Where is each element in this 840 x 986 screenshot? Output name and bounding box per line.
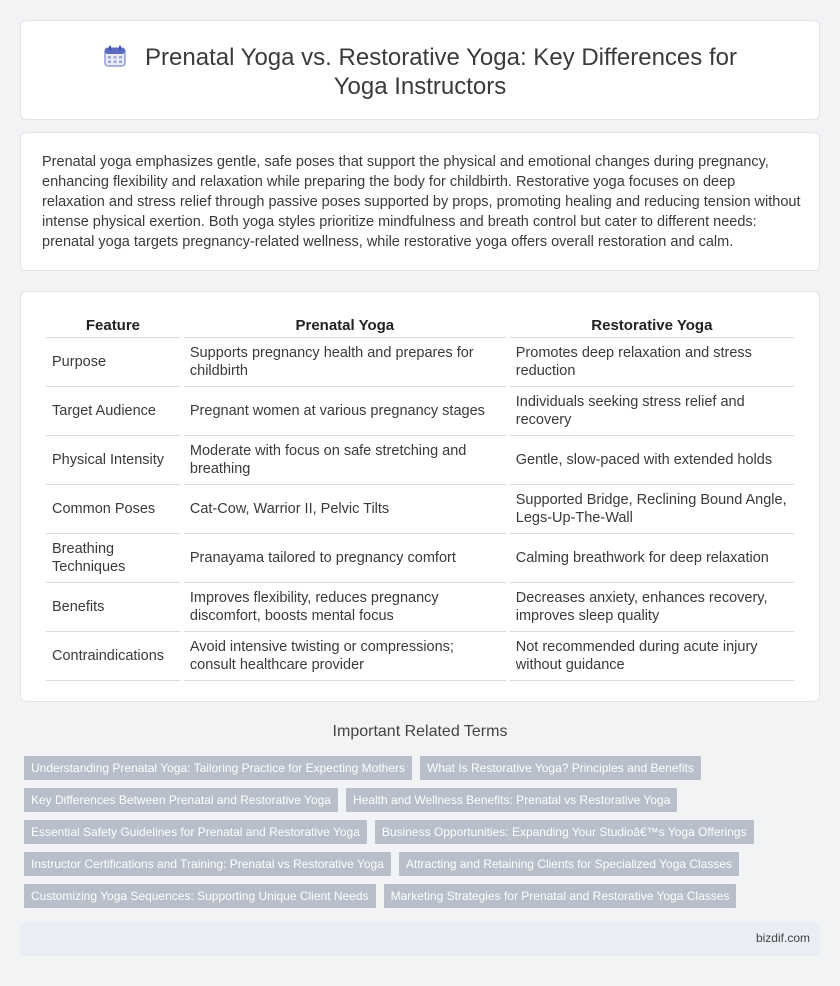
page-title (21, 43, 819, 101)
prenatal-cell: Cat-Cow, Warrior II, Pelvic Tilts (184, 485, 506, 534)
header-feature: Feature (46, 316, 180, 338)
related-term-link[interactable]: What Is Restorative Yoga? Principles and Benefits (420, 756, 701, 780)
related-term-link[interactable]: Understanding Prenatal Yoga: Tailoring Practice for Expecting Mothers (24, 756, 412, 780)
footer-site-link[interactable]: bizdif.com (755, 931, 810, 945)
related-term-link[interactable]: Customizing Yoga Sequences: Supporting Unique Client Needs (24, 884, 376, 908)
header-restorative: Restorative Yoga (510, 316, 794, 338)
tag-row (24, 820, 784, 852)
tag-row (24, 756, 784, 788)
feature-cell: Benefits (46, 583, 180, 632)
related-term-link[interactable]: Attracting and Retaining Clients for Specialized Yoga Classes (399, 852, 739, 876)
prenatal-cell: Avoid intensive twisting or compressions; consult healthcare provider (184, 632, 506, 681)
related-term-link[interactable]: Essential Safety Guidelines for Prenatal and Restorative Yoga (24, 820, 367, 844)
table-row (46, 534, 794, 583)
calendar-icon (103, 44, 127, 68)
restorative-cell: Not recommended during acute injury without guidance (510, 632, 794, 681)
related-term-link[interactable]: Key Differences Between Prenatal and Restorative Yoga (24, 788, 338, 812)
related-terms-heading: Important Related Terms (332, 723, 508, 740)
intro-paragraph: Prenatal yoga emphasizes gentle, safe poses that support the physical and emotional changes during pregnancy, enhancing flexibility and relaxation while preparing the body for childbirth. Restorative yoga focuses on deep relaxation and stress relief through passive poses supported by props, promoting healing and reducing tension without intense physical exertion. Both yoga styles prioritize mindfulness and breath control but cater to different needs: prenatal yoga targets pregnancy-related wellness, while restorative yoga offers overall restoration and calm. (42, 154, 801, 250)
tag-row (24, 852, 784, 884)
footer (20, 922, 820, 956)
restorative-cell: Individuals seeking stress relief and recovery (510, 387, 794, 436)
feature-cell: Breathing Techniques (46, 534, 180, 583)
related-term-link[interactable]: Instructor Certifications and Training: Prenatal vs Restorative Yoga (24, 852, 391, 876)
restorative-cell: Decreases anxiety, enhances recovery, improves sleep quality (510, 583, 794, 632)
header-prenatal: Prenatal Yoga (184, 316, 506, 338)
feature-cell: Target Audience (46, 387, 180, 436)
intro-card (20, 132, 820, 271)
feature-cell: Contraindications (46, 632, 180, 681)
prenatal-cell: Improves flexibility, reduces pregnancy discomfort, boosts mental focus (184, 583, 506, 632)
restorative-cell: Gentle, slow-paced with extended holds (510, 436, 794, 485)
table-row (46, 632, 794, 681)
comparison-card (20, 291, 820, 702)
feature-cell: Purpose (46, 338, 180, 387)
prenatal-cell: Moderate with focus on safe stretching and breathing (184, 436, 506, 485)
tag-row (24, 788, 784, 820)
page-title-text: Prenatal Yoga vs. Restorative Yoga: Key Differences for Yoga Instructors (145, 44, 737, 100)
feature-cell: Physical Intensity (46, 436, 180, 485)
prenatal-cell: Supports pregnancy health and prepares for childbirth (184, 338, 506, 387)
prenatal-cell: Pregnant women at various pregnancy stages (184, 387, 506, 436)
related-term-link[interactable]: Health and Wellness Benefits: Prenatal vs Restorative Yoga (346, 788, 677, 812)
tag-row (24, 884, 784, 916)
restorative-cell: Supported Bridge, Reclining Bound Angle, Legs-Up-The-Wall (510, 485, 794, 534)
related-term-link[interactable]: Marketing Strategies for Prenatal and Restorative Yoga Classes (384, 884, 737, 908)
restorative-cell: Calming breathwork for deep relaxation (510, 534, 794, 583)
table-row (46, 436, 794, 485)
restorative-cell: Promotes deep relaxation and stress reduction (510, 338, 794, 387)
prenatal-cell: Pranayama tailored to pregnancy comfort (184, 534, 506, 583)
table-row (46, 583, 794, 632)
table-row (46, 485, 794, 534)
related-term-link[interactable]: Business Opportunities: Expanding Your Studioâ€™s Yoga Offerings (375, 820, 754, 844)
related-terms-list (24, 756, 784, 916)
table-row (46, 387, 794, 436)
feature-cell: Common Poses (46, 485, 180, 534)
title-card (20, 20, 820, 120)
table-row (46, 338, 794, 387)
table-header-row (46, 316, 794, 338)
comparison-table (42, 316, 798, 681)
